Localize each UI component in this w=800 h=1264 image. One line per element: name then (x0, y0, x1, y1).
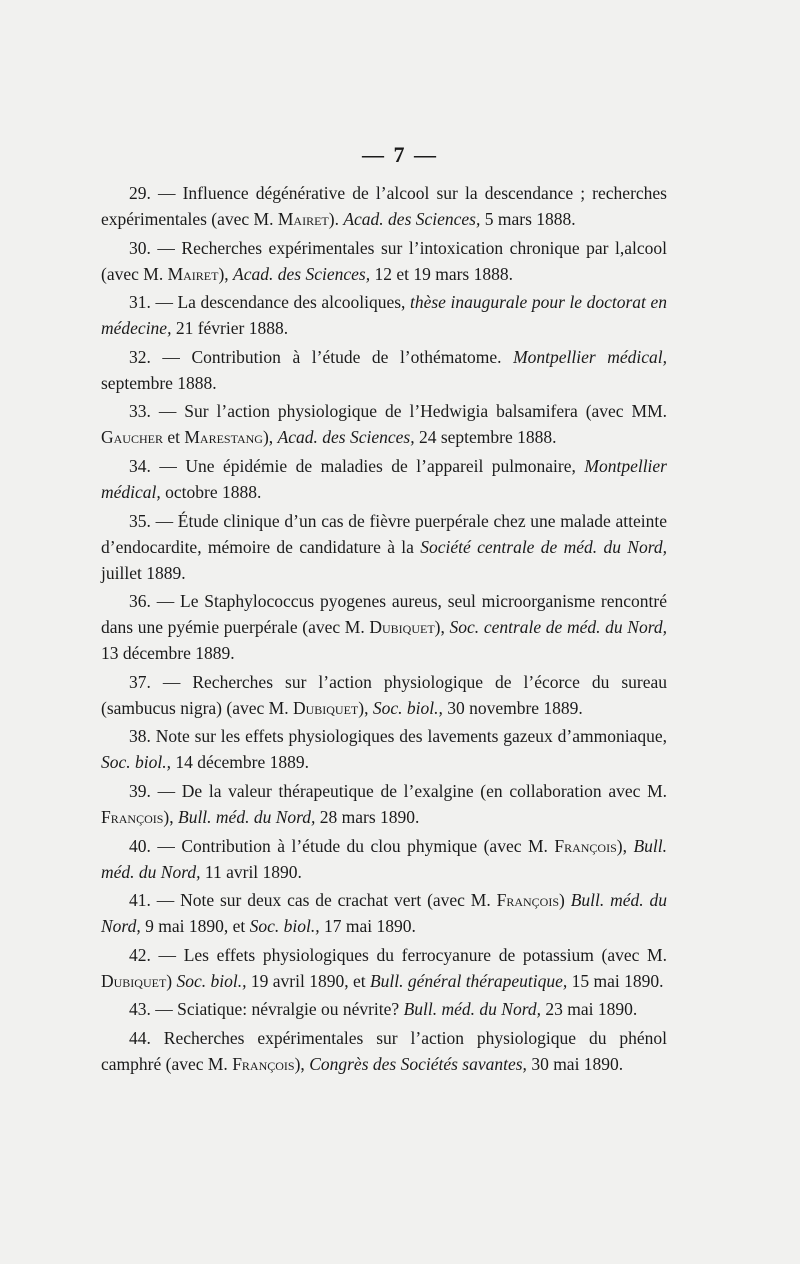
author-name: Dubiquet (369, 617, 435, 638)
entry-text: 15 mai 1890. (567, 970, 664, 991)
entry-text: — La descendance des alcooliques, (155, 292, 410, 313)
entry-number: 37. (129, 671, 163, 692)
entry-text: — Contribution à l’étude du clou phymique (avec M. (157, 835, 555, 856)
entry-number: 32. (129, 346, 163, 367)
entry-text: juillet 1889. (101, 562, 186, 583)
entry-text: 9 mai 1890, et (140, 916, 250, 937)
author-name: Mairet (167, 263, 219, 284)
author-name: Dubiquet (101, 970, 167, 991)
entry-text: — Recherches expérimentales sur l’intoxication chronique par l,alcool (avec M. (101, 237, 668, 284)
author-name: Marestang (184, 427, 263, 448)
citation-source: Bull. méd. du Nord, (101, 890, 667, 937)
citation-source: Bull. méd. du Nord, (101, 835, 668, 882)
bibliography-entry (101, 398, 667, 450)
bibliography-entry (101, 235, 667, 287)
author-name: François (101, 806, 164, 827)
entry-number: 42. (129, 944, 159, 965)
entry-text: — Étude clinique d’un cas de fièvre puerpérale chez une malade atteinte d’endocardite, mémoire de candidature à la (101, 510, 667, 557)
citation-source: Soc. biol., (176, 970, 247, 991)
entry-text: ), (294, 1053, 310, 1074)
bibliography-entry (101, 996, 667, 1022)
author-name: Dubiquet (292, 697, 359, 718)
entry-number: 30. (129, 237, 158, 258)
entry-number: 36. (129, 591, 157, 612)
bibliography-entry (101, 887, 667, 939)
entry-text: — Sur l’action physiologique de l’Hedwigia balsamifera (avec MM. (158, 401, 668, 422)
entry-number: 39. (129, 780, 158, 801)
author-name: François (232, 1053, 295, 1074)
entry-text: 24 septembre 1888. (414, 427, 557, 448)
citation-source: Soc. biol., (372, 697, 443, 718)
entry-text: — Une épidémie de maladies de l’appareil pulmonaire, (159, 455, 585, 476)
entry-text: 17 mai 1890. (319, 916, 416, 937)
entry-text: ), (163, 806, 178, 827)
entry-text: ). (328, 209, 344, 229)
citation-source: Bull. méd. du Nord, (178, 806, 316, 827)
entry-text: — Sciatique: névralgie ou névrite? (155, 999, 404, 1020)
entry-number: 34. (129, 455, 160, 476)
citation-source: Montpellier médical, (101, 455, 667, 502)
entry-number: 44. (129, 1027, 164, 1048)
entry-text: 19 avril 1890, et (246, 970, 370, 991)
bibliography-list (101, 180, 667, 1080)
entry-number: 40. (129, 835, 158, 856)
bibliography-entry (101, 669, 667, 721)
citation-source: Soc. biol., (101, 752, 171, 773)
entry-text: 30 mai 1890. (526, 1053, 624, 1074)
entry-text: — Contribution à l’étude de l’othématome. (162, 346, 514, 367)
entry-text: 12 et 19 mars 1888. (370, 263, 513, 284)
entry-text: 28 mars 1890. (315, 806, 420, 827)
author-name: Gaucher (101, 427, 163, 448)
entry-text: ), (434, 617, 450, 638)
citation-source: Acad. des Sciences, (233, 263, 371, 284)
entry-text: septembre 1888. (101, 372, 217, 393)
citation-source: Congrès des Sociétés savantes, (309, 1053, 527, 1074)
author-name: François (554, 835, 617, 856)
citation-source: Bull. général thérapeutique, (369, 970, 568, 991)
entry-text: octobre 1888. (160, 481, 262, 502)
entry-number: 31. (129, 292, 156, 313)
bibliography-entry (101, 1025, 667, 1077)
citation-source: thèse inaugurale pour le doctorat en médecine, (101, 292, 667, 339)
bibliography-entry (101, 344, 667, 396)
entry-number: 38. (129, 726, 156, 747)
entry-text: ), (616, 835, 634, 856)
entry-text: 30 novembre 1889. (442, 697, 583, 718)
entry-number: 35. (129, 510, 156, 531)
bibliography-entry (101, 778, 667, 830)
bibliography-entry (101, 833, 667, 885)
citation-source: Société centrale de méd. du Nord, (420, 536, 668, 557)
entry-text: 14 décembre 1889. (171, 752, 310, 773)
entry-number: 33. (129, 401, 159, 422)
entry-text: — Le Staphylococcus pyogenes aureus, seul microorganisme rencontré dans une pyémie puerpérale (avec M. (101, 591, 667, 638)
entry-text: ), (262, 427, 278, 448)
bibliography-entry (101, 453, 667, 505)
entry-text: ), (358, 697, 373, 718)
entry-text: — Influence dégénérative de l’alcool sur la descendance ; recherches expérimentales (avec M. (101, 183, 667, 229)
entry-text: — Les effets physiologiques du ferrocyanure de potassium (avec M. (158, 944, 667, 965)
author-name: François (496, 890, 560, 911)
entry-text: Note sur les effets physiologiques des lavements gazeux d’ammoniaque, (155, 726, 667, 747)
citation-source: Montpellier médical, (513, 346, 667, 367)
entry-number: 43. (129, 999, 156, 1020)
entry-text: 13 décembre 1889. (101, 643, 235, 664)
bibliography-entry (101, 289, 667, 341)
citation-source: Acad. des Sciences, (277, 427, 415, 448)
entry-text: 21 février 1888. (171, 318, 289, 339)
entry-number: 29. (129, 183, 158, 203)
entry-text: ), (218, 263, 234, 284)
citation-source: Soc. biol., (249, 916, 320, 937)
author-name: Mairet (277, 209, 329, 229)
citation-source: Acad. des Sciences, (343, 209, 481, 229)
citation-source: Soc. centrale de méd. du Nord, (449, 617, 667, 638)
entry-text: ) (166, 970, 177, 991)
bibliography-entry (101, 723, 667, 775)
bibliography-entry (101, 942, 667, 994)
entry-text: et (162, 427, 185, 448)
page-number: — 7 — (362, 142, 438, 167)
bibliography-entry (101, 588, 667, 666)
entry-text: 11 avril 1890. (200, 861, 302, 882)
entry-text: Recherches expérimentales sur l’action physiologique du phénol camphré (avec M. (101, 1027, 668, 1074)
entry-text: — Recherches sur l’action physiologique de l’écorce du sureau (sambucus nigra) (avec M. (101, 671, 667, 718)
bibliography-entry (101, 508, 667, 586)
entry-text: 5 mars 1888. (480, 209, 576, 229)
entry-text: 23 mai 1890. (540, 999, 638, 1020)
entry-text: — De la valeur thérapeutique de l’exalgine (en collaboration avec M. (157, 780, 668, 801)
citation-source: Bull. méd. du Nord, (403, 999, 541, 1020)
entry-text: — Note sur deux cas de crachat vert (avec M. (156, 890, 497, 911)
entry-text: ) (559, 890, 571, 911)
bibliography-entry (101, 180, 667, 232)
entry-number: 41. (129, 890, 157, 911)
